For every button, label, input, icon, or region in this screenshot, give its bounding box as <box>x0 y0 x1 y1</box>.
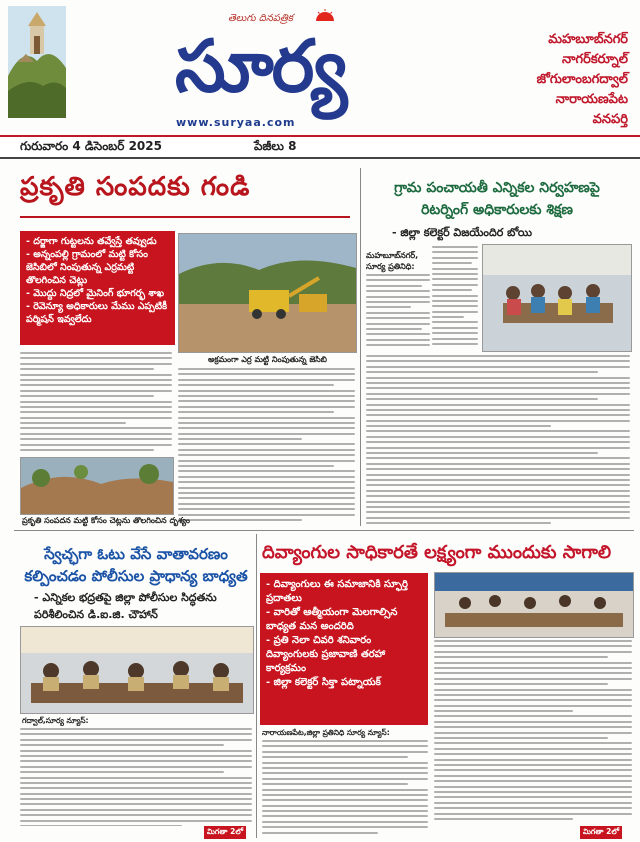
column-divider <box>256 534 257 838</box>
story2-headline-line2: రిటర్నింగ్ అధికారులకు శిక్షణ <box>421 202 573 218</box>
story3-photo-police <box>20 626 254 714</box>
story3-headline-line1: స్వేచ్ఛగా ఓటు వేసే వాతావరణం <box>44 545 228 563</box>
edition-item: మహబూబ్‌నగర్ <box>548 32 628 47</box>
edition-item: జోగులాంబగద్వాల్ <box>536 72 628 87</box>
story1-headline[interactable]: ప్రకృతి సంపదకు గండి <box>20 172 251 202</box>
story4-body-left <box>262 740 428 836</box>
headline-underline <box>20 216 350 218</box>
highlight-item: - మొద్దు నిద్రలో మైనింగ్ భూగర్భ శాఖ <box>26 288 164 299</box>
disabled-welfare-event-image <box>435 573 633 637</box>
highlight-item: - దివ్యాంగులు ఈ సమాజానికి స్ఫూర్తి ప్రదాతలు <box>266 579 408 604</box>
story3-body <box>20 728 252 826</box>
edition-item: నాగర్‌కర్నూల్ <box>562 52 628 67</box>
police-review-meeting-image <box>21 627 253 713</box>
masthead <box>0 0 640 135</box>
tagline: తెలుగు దినపత్రిక <box>228 13 294 24</box>
story3-headline[interactable] <box>20 543 252 587</box>
website-link[interactable]: www.suryaa.com <box>176 116 296 129</box>
continued-tag[interactable]: మిగతా 2లో <box>580 826 622 839</box>
edition-item: నారాయణపేట <box>555 92 628 107</box>
newspaper-logo: సూర్య <box>175 23 346 108</box>
sun-icon <box>315 9 335 21</box>
highlight-item: - జిల్లా కలెక్టర్ సిక్తా పట్నాయక్ <box>266 677 381 688</box>
story2-headline-line1: గ్రామ పంచాయతీ ఎన్నికల నిర్వహణపై <box>394 180 600 196</box>
story2-body-wide <box>366 355 630 525</box>
story2-photo-meeting <box>482 244 632 352</box>
story4-byline: నారాయణపేట,జిల్లా ప్రతినిధి సూర్య న్యూస్: <box>262 728 390 737</box>
photo-caption: ప్రకృతి సంపదన మట్టి కోసం చెట్లను తొలగించిన దృశ్యం <box>22 516 190 525</box>
story4-headline[interactable]: దివ్యాంగుల సాధికారతే లక్ష్యంగా ముందుకు సాగాలి <box>262 542 612 563</box>
story3-subhead: - ఎన్నికల భద్రతపై జిల్లా పోలీసుల సిద్ధతను పరిశీలించిన డి.ఐ.జి. చౌహాన్ <box>34 591 217 621</box>
story2-body-col <box>432 246 478 350</box>
highlight-item: - వారితో ఆత్మీయంగా మెలగాల్సిన బాధ్యత మన అందరిది <box>266 607 398 632</box>
story1-photo-jcb <box>178 233 357 353</box>
dateline-bar <box>0 135 640 159</box>
highlight-item: - దర్జాగా గుట్టలను తవ్వేస్తే తవ్వుడు <box>26 236 157 247</box>
continued-tag[interactable]: మిగతా 2లో <box>204 826 246 839</box>
story4-photo-event <box>434 572 634 638</box>
story3-byline: గద్వాల్,సూర్య న్యూస్: <box>22 716 89 725</box>
edition-list <box>448 30 628 130</box>
story2-byline: మహబూబ్‌నగర్, సూర్య ప్రతినిధి: <box>366 251 419 271</box>
highlight-item: - ప్రతి నెలా చివరి శనివారం దివ్యాంగులకు ప్రజావాణి తరహా కార్యక్రమం <box>266 635 386 674</box>
training-meeting-image <box>483 245 631 351</box>
issue-date: గురువారం 4 డిసెంబర్ 2025 <box>20 139 162 153</box>
story2-subhead: - జిల్లా కలెక్టర్ విజయేందిర బోయి <box>392 226 533 239</box>
highlight-item: - అన్నంపల్లి గ్రామంలో మట్టి కోసం జెసిబిలో నింపుతున్న ఎర్రమట్టి తొలగించిన చెట్లు <box>26 249 148 286</box>
story1-body-col1 <box>20 352 172 452</box>
page-count: పేజీలు 8 <box>254 139 297 153</box>
photo-caption: అక్రమంగా ఎర్ర మట్టి నింపుతున్న జెసిబి <box>208 355 327 364</box>
column-divider <box>360 168 361 526</box>
story3-headline-line2: కల్పించడం పోలీసుల ప్రాధాన్య బాధ్యత <box>24 567 248 585</box>
story2-body-narrow <box>366 274 430 350</box>
story1-highlights <box>20 231 175 345</box>
story4-highlights <box>260 573 428 725</box>
jcb-site-image <box>179 234 356 352</box>
story1-body-col2 <box>178 368 355 523</box>
temple-hill-illustration <box>8 6 66 118</box>
cleared-hill-image <box>21 458 173 514</box>
highlight-item: - రెవెన్యూ అధికారులు మేము ఎప్పటికీ పర్మిషన్ ఇవ్వలేదు <box>26 301 168 325</box>
story2-headline[interactable] <box>366 177 628 221</box>
story1-photo-trees <box>20 457 174 515</box>
section-divider <box>14 530 634 531</box>
story4-body-right <box>434 640 632 826</box>
edition-item: వనపర్తి <box>592 112 628 127</box>
